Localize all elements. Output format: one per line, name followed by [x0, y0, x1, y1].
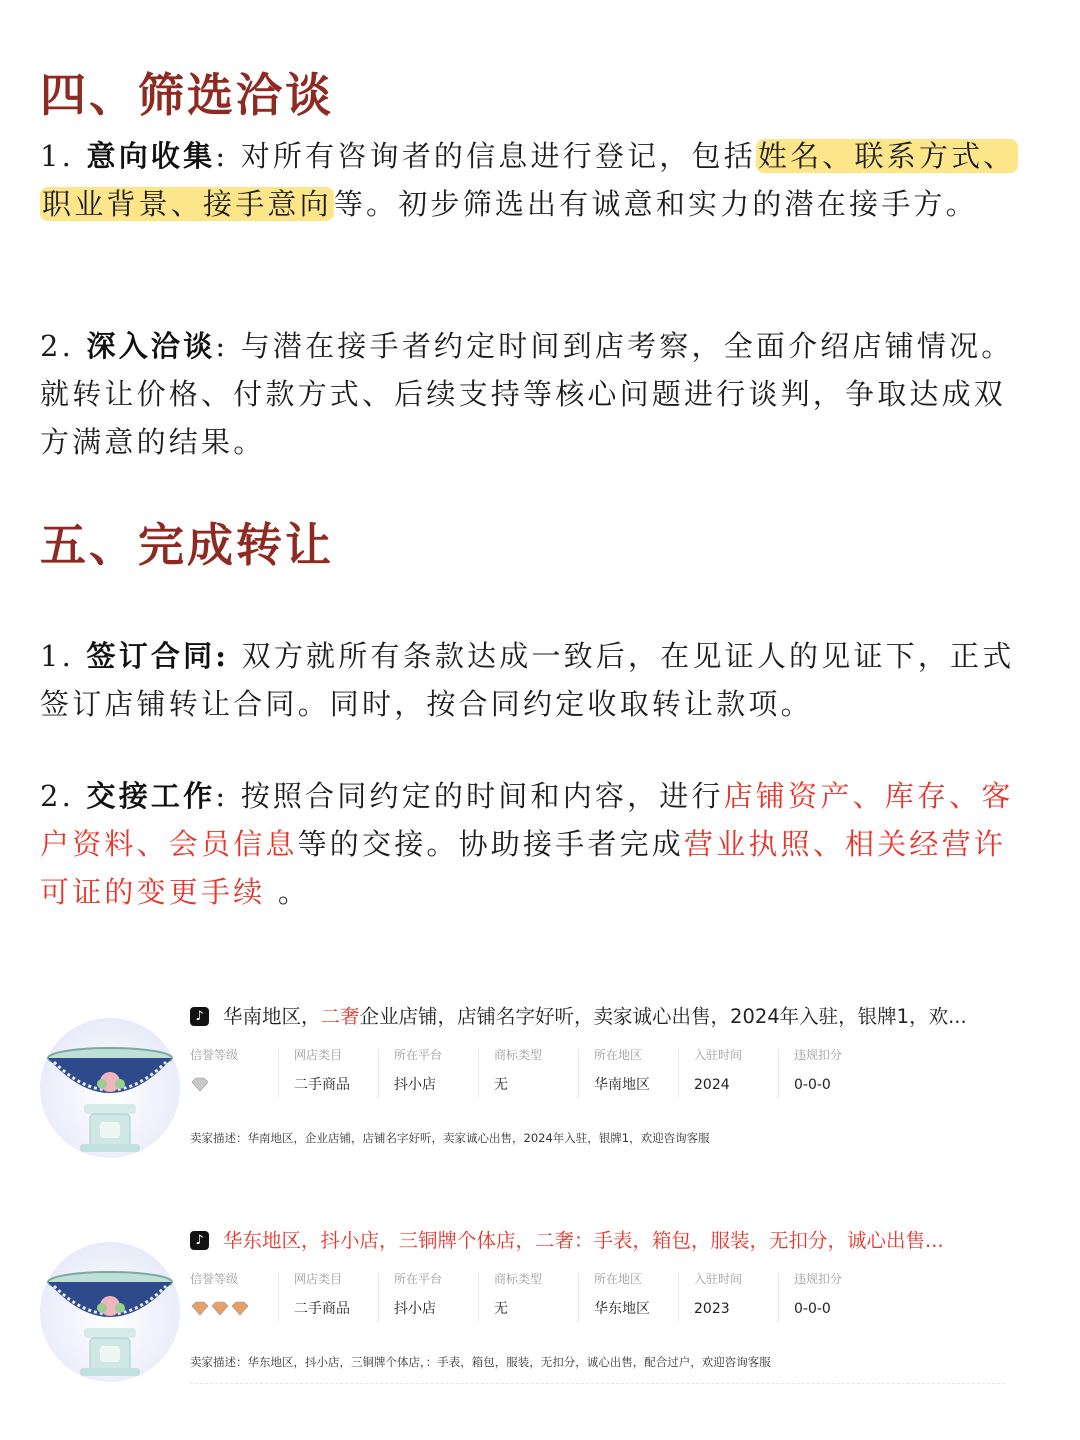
- item-text: 等。初步筛选出有诚意和实力的潜在接手方。: [333, 187, 978, 221]
- diamond-icon: [232, 1302, 248, 1315]
- shop-listing-card[interactable]: [40, 1000, 1020, 1180]
- section-heading-4: 四、筛选洽谈: [40, 68, 334, 122]
- field-join-year: 入驻时间 2023: [694, 1272, 743, 1317]
- field-platform: 所在平台 抖小店: [394, 1272, 443, 1317]
- red-emphasis-text: 营业执照、相关经营许可证的变更手续: [40, 827, 1007, 909]
- section5-item1: [40, 632, 1030, 728]
- field-violations: 违规扣分 0-0-0: [794, 1272, 843, 1317]
- diamond-icon: [192, 1078, 208, 1091]
- tiktok-icon: ♪: [190, 1007, 209, 1026]
- red-emphasis-text: 店铺资产、库存、客户资料、会员信息: [40, 779, 1014, 861]
- field-join-year: 入驻时间 2024: [694, 1048, 743, 1093]
- section4-item1: 1. 意向收集: 对所有咨询者的信息进行登记，包括姓名、联系方式、职业背景、接手意向等。初步筛选出有诚意和实力的潜在接手方。: [40, 139, 1016, 221]
- item-text: 对所有咨询者的信息进行登记，包括: [240, 139, 756, 173]
- diamond-icon: [192, 1302, 208, 1315]
- porcelain-bowl-icon: [40, 1242, 180, 1382]
- diamond-icon: [212, 1302, 228, 1315]
- field-rating: 信誉等级: [190, 1270, 250, 1330]
- listing-title[interactable]: ♪ 华东地区，抖小店，三铜牌个体店，二奢：手表，箱包，服装，无扣分，诚心出售...: [190, 1224, 1020, 1258]
- listing-title[interactable]: ♪ 华南地区，二奢企业店铺，店铺名字好听，卖家诚心出售，2024年入驻，银牌1，欢...: [190, 1000, 1020, 1034]
- diamond-icon: [190, 1076, 250, 1094]
- divider: [190, 1383, 1005, 1384]
- item-number: 2.: [40, 779, 87, 813]
- item-text: 与潜在接手者约定时间到店考察，全面介绍店铺情况。就转让价格、付款方式、后续支持等核心问题进行谈判，争取达成双方满意的结果。: [40, 329, 1014, 459]
- section-heading-5: 五、完成转让: [40, 518, 334, 572]
- item-label: 签订合同:: [86, 639, 230, 673]
- item-number: 1.: [40, 639, 87, 673]
- section4-item2: 2. 深入洽谈: 与潜在接手者约定时间到店考察，全面介绍店铺情况。就转让价格、付款方式、后续支持等核心问题进行谈判，争取达成双方满意的结果。: [40, 329, 1014, 459]
- diamond-icon: [190, 1300, 250, 1318]
- item-label: 深入洽谈: [86, 329, 216, 363]
- listing-fields: [190, 1046, 1020, 1106]
- shop-listing-card[interactable]: [40, 1224, 1020, 1404]
- field-platform: 所在平台 抖小店: [394, 1048, 443, 1093]
- item-text: 按照合同约定的时间和内容，进行: [240, 779, 724, 813]
- field-region: 所在地区 华南地区: [594, 1048, 650, 1093]
- seller-description: 卖家描述：华南地区，企业店铺，店铺名字好听，卖家诚心出售，2024年入驻，银牌1，欢迎咨询客服: [190, 1131, 710, 1145]
- item-text: 等的交接。协助接手者完成: [297, 827, 685, 861]
- item-number: 1.: [40, 139, 87, 173]
- field-violations: 违规扣分 0-0-0: [794, 1048, 843, 1093]
- field-region: 所在地区 华东地区: [594, 1272, 650, 1317]
- listing-fields: [190, 1270, 1020, 1330]
- tiktok-icon: ♪: [190, 1231, 209, 1250]
- field-category: 网店类目 二手商品: [294, 1048, 350, 1093]
- seller-description: 卖家描述：华东地区，抖小店，三铜牌个体店，：手表，箱包，服装，无扣分，诚心出售，配合过户，欢迎咨询客服: [190, 1355, 771, 1369]
- field-category: 网店类目 二手商品: [294, 1272, 350, 1317]
- item-text: 。: [265, 875, 311, 909]
- item-label: 意向收集: [86, 139, 216, 173]
- field-trademark: 商标类型 无: [494, 1048, 543, 1093]
- field-rating: 信誉等级: [190, 1046, 250, 1106]
- porcelain-bowl-icon: [40, 1018, 180, 1158]
- item-number: 2.: [40, 329, 87, 363]
- section5-item2: 2. 交接工作: 按照合同约定的时间和内容，进行店铺资产、库存、客户资料、会员信息等的交接。协助接手者完成营业执照、相关经营许可证的变更手续 。: [40, 779, 1014, 909]
- item-text: 双方就所有条款达成一致后，在见证人的见证下，正式签订店铺转让合同。同时，按合同约定收取转让款项。: [40, 639, 1015, 721]
- field-trademark: 商标类型 无: [494, 1272, 543, 1317]
- highlight-text: 姓名、联系方式、职业背景、接手意向: [42, 139, 1016, 221]
- item-label: 交接工作: [86, 779, 216, 813]
